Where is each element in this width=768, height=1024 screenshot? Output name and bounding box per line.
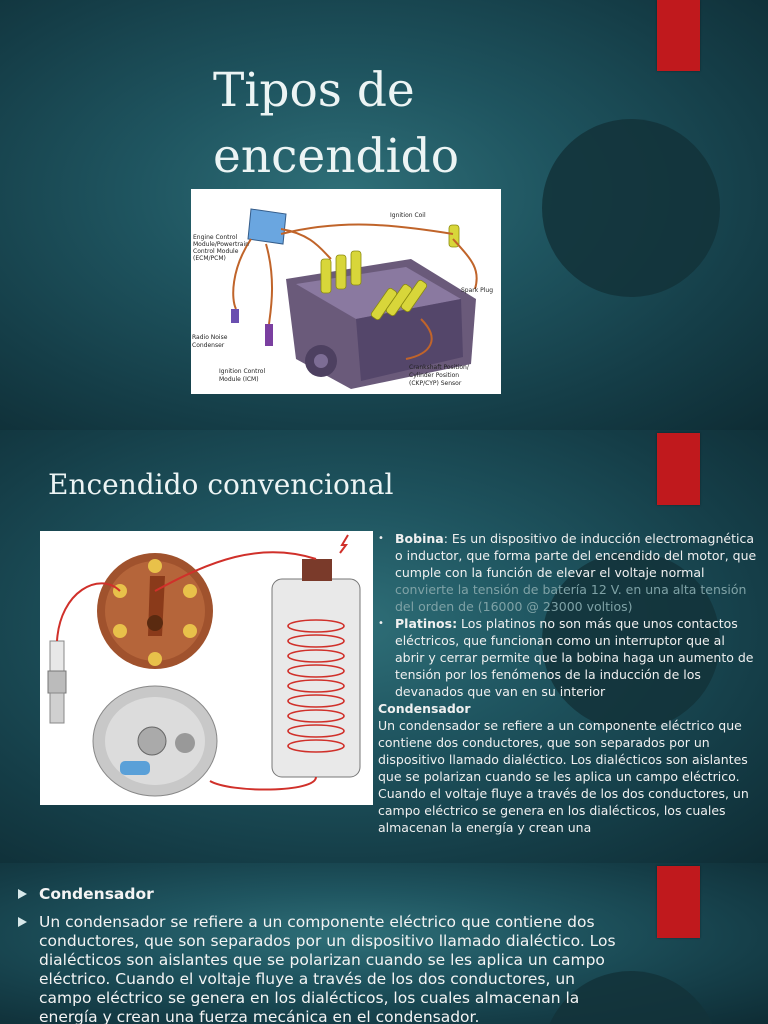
icm-label: Ignition Control: [219, 368, 266, 375]
list-item: Condensador: [18, 885, 628, 904]
ignition-coil-label: Ignition Coil: [390, 212, 426, 219]
svg-text:Cylinder Position: Cylinder Position: [409, 372, 460, 379]
svg-text:Condenser: Condenser: [192, 342, 225, 349]
svg-text:Control Module: Control Module: [193, 248, 239, 255]
spark-plug-illustration: [48, 641, 66, 723]
ckp-label: Crankshaft Position/: [409, 364, 469, 371]
spark-plug-label: Spark Plug: [461, 287, 494, 294]
radio-noise-label: Radio Noise: [192, 334, 228, 341]
svg-text:Module/Powertrain: Module/Powertrain: [193, 241, 249, 248]
slide-title: Tipos de encendido: [213, 63, 459, 184]
ecm-label: Engine Control: [193, 234, 238, 241]
svg-text:(CKP/CYP) Sensor: (CKP/CYP) Sensor: [409, 380, 462, 387]
triangle-bullet-icon: [18, 917, 27, 927]
triangle-bullet-icon: [18, 889, 27, 899]
red-accent-bar: [657, 433, 700, 505]
slide-1: [0, 0, 768, 430]
condensador-heading: Condensador: [378, 701, 471, 716]
bullet-list: [18, 885, 628, 1024]
ignition-system-diagram: [191, 189, 501, 394]
svg-text:Module (ICM): Module (ICM): [219, 376, 259, 383]
bullet-list: [378, 530, 758, 863]
svg-text:(ECM/PCM): (ECM/PCM): [193, 255, 226, 262]
list-item: • Platinos: Los platinos no son más que unos contactos eléctricos, que funcionan como un interruptor que al abrir y cerrar permite que la bobina haga un aumento de tensión por los fenómenos de la inducción de los devanados que van en su interior: [378, 615, 758, 700]
red-accent-bar: [657, 866, 700, 938]
condensador-paragraph: Un condensador se refiere a un componente eléctrico que contiene dos conductores, que son separados por un dispositivo llamado dialéctico. Los dialécticos son aislantes que se polarizan cuando se les aplica un campo eléctrico. Cuando el voltaje fluye a través de los dos conductores, un campo eléctrico se genera en los dialécticos, los cuales almacenan la energía y crean una: [378, 718, 749, 835]
red-accent-bar: [657, 0, 700, 71]
slide-3: [0, 863, 768, 1024]
slide-2: [0, 430, 768, 863]
list-item: Un condensador se refiere a un componente eléctrico que contiene dos conductores, que son separados por un dispositivo llamado dialéctico. Los dialécticos son aislantes que se polarizan cuando se les aplica un campo eléctrico. Cuando el voltaje fluye a través de los dos conductores, un campo eléctrico se genera en los dialécticos, los cuales almacenan la energía y crean una fuerza mecánica en el condensador.: [18, 913, 628, 1024]
slide-title: Encendido convencional: [48, 468, 394, 501]
decorative-circle: [542, 119, 720, 297]
list-item: • Bobina: Es un dispositivo de inducción electromagnética o inductor, que forma parte del encendido del motor, que cumple con la función de elevar el voltaje normal convierte la tensión de batería 12 V. en una alta tensión del orden de (16000 @ 23000 voltios): [378, 530, 758, 615]
conventional-ignition-diagram: [40, 531, 373, 805]
